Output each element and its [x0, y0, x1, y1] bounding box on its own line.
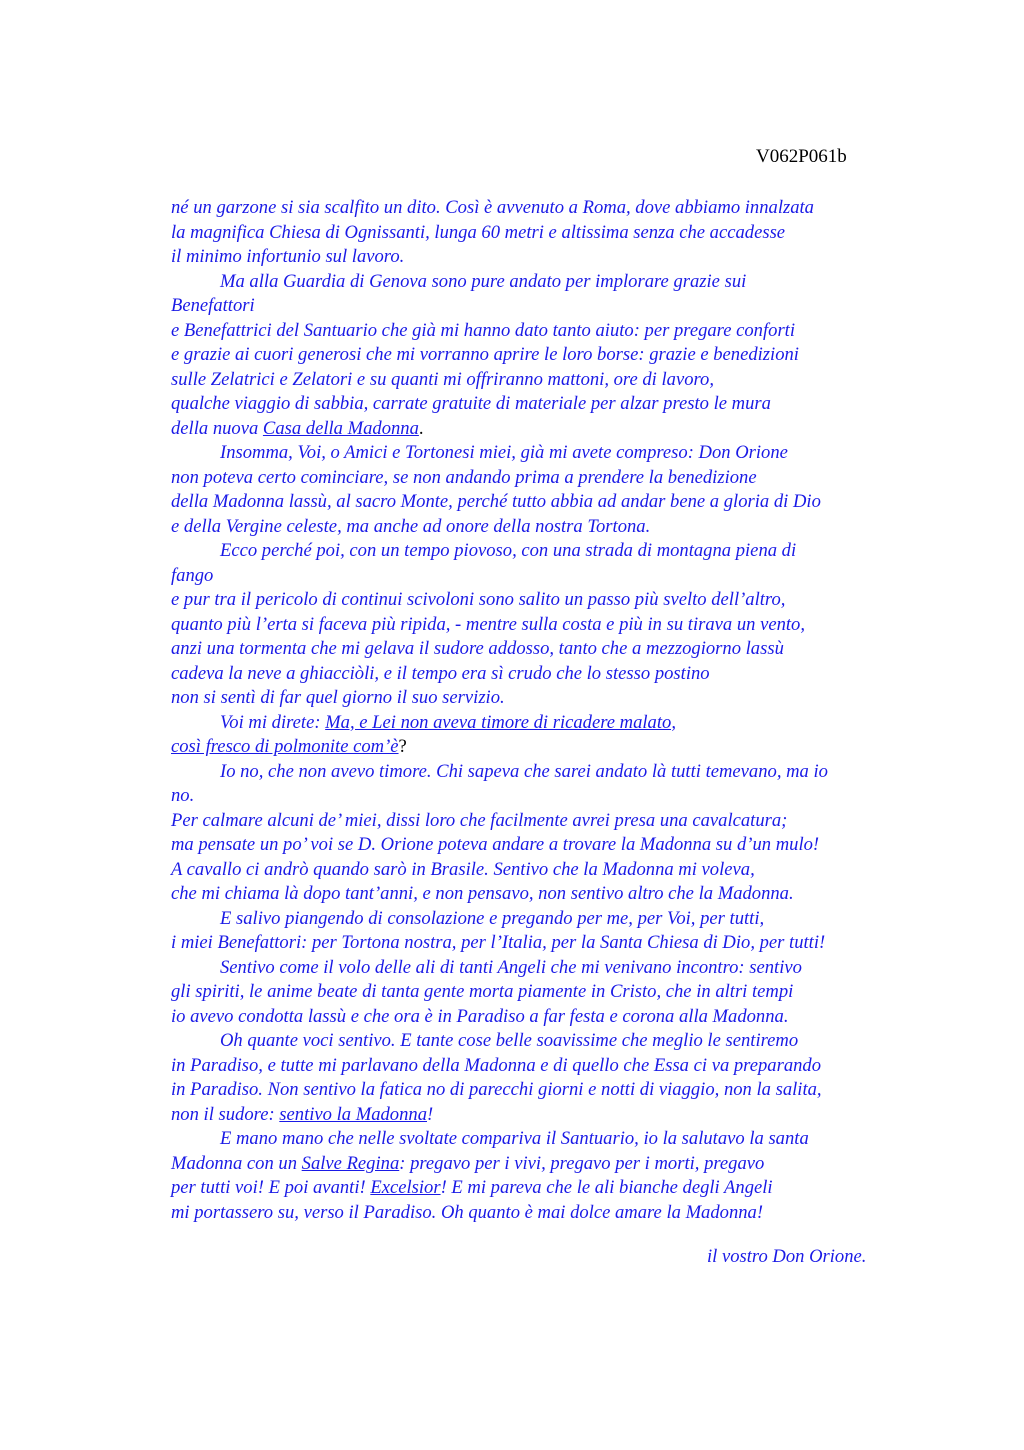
text-line: cadeva la neve a ghiacciòli, e il tempo era sì crudo che lo stesso postino: [171, 662, 710, 684]
text-line: non poteva certo cominciare, se non andando prima a prendere la benedizione: [171, 466, 757, 488]
text-line: io avevo condotta lassù e che ora è in Paradiso a far festa e corona alla Madonna.: [171, 1005, 789, 1027]
text-segment: .: [418, 417, 424, 439]
text-line: Ecco perché poi, con un tempo piovoso, con una strada di montagna piena di: [220, 540, 797, 561]
text-line: Ma alla Guardia di Genova sono pure andato per implorare grazie sui: [220, 270, 747, 292]
text-segment: ! E mi pareva che le ali bianche degli Angeli: [440, 1177, 773, 1198]
text-line: quanto più l’erta si faceva più ripida, - mentre sulla costa e più in su tirava un vento,: [171, 613, 806, 635]
letter-body: [171, 196, 911, 1225]
text-line: il minimo infortunio sul lavoro.: [171, 246, 405, 267]
text-segment: della nuova: [171, 417, 263, 439]
text-line: e della Vergine celeste, ma anche ad onore della nostra Tortona.: [171, 515, 651, 537]
text-line: fango: [171, 564, 214, 586]
text-line: [171, 1176, 911, 1201]
text-line: no.: [171, 785, 195, 806]
text-line: della Madonna lassù, al sacro Monte, perché tutto abbia ad andar bene a gloria di Dio: [171, 491, 821, 512]
text-line: e pur tra il pericolo di continui scivoloni sono salito un passo più svelto dell’altro,: [171, 589, 786, 610]
text-line: [171, 711, 911, 736]
text-line: [171, 417, 911, 442]
text-line: che mi chiama là dopo tant’anni, e non pensavo, non sentivo altro che la Madonna.: [171, 883, 794, 904]
text-line: e Benefattrici del Santuario che già mi hanno dato tanto aiuto: per pregare conforti: [171, 319, 796, 341]
text-line: [171, 1152, 911, 1177]
text-segment: Madonna con un: [171, 1152, 302, 1174]
text-line: Benefattori: [171, 295, 255, 316]
text-line: qualche viaggio di sabbia, carrate gratuite di materiale per alzar presto le mura: [171, 393, 771, 414]
text-segment: ?: [398, 736, 407, 757]
underlined-phrase-salve-regina: Salve Regina: [301, 1152, 400, 1174]
text-line: Oh quante voci sentivo. E tante cose belle soavissime che meglio le sentiremo: [220, 1030, 799, 1051]
text-line: Per calmare alcuni de’ miei, dissi loro che facilmente avrei presa una cavalcatura;: [171, 809, 788, 831]
text-line: sulle Zelatrici e Zelatori e su quanti mi offriranno mattoni, ore di lavoro,: [171, 368, 714, 390]
text-segment: non il sudore:: [171, 1103, 280, 1125]
text-line: mi portassero su, verso il Paradiso. Oh quanto è mai dolce amare la Madonna!: [171, 1201, 764, 1223]
text-segment: Voi mi direte:: [220, 711, 326, 733]
text-line: ma pensate un po’ voi se D. Orione poteva andare a trovare la Madonna su d’un mulo!: [171, 834, 820, 855]
text-line: e grazie ai cuori generosi che mi vorranno aprire le loro borse: grazie e benedizioni: [171, 344, 799, 365]
underlined-question: Ma, e Lei non aveva timore di ricadere malato,: [325, 711, 676, 733]
text-line: non si sentì di far quel giorno il suo servizio.: [171, 687, 505, 708]
text-line: in Paradiso. Non sentivo la fatica no di parecchi giorni e notti di viaggio, non la salita,: [171, 1079, 822, 1100]
text-line: E salivo piangendo di consolazione e pregando per me, per Voi, per tutti,: [220, 907, 765, 929]
text-line: né un garzone si sia scalfito un dito. Così è avvenuto a Roma, dove abbiamo innalzata: [171, 197, 814, 218]
text-segment: : pregavo per i vivi, pregavo per i morti, pregavo: [399, 1152, 765, 1174]
text-line: Io no, che non avevo timore. Chi sapeva che sarei andato là tutti temevano, ma io: [220, 760, 828, 782]
underlined-phrase-excelsior: Excelsior: [370, 1177, 441, 1198]
underlined-phrase-sentivo-la-madonna: sentivo la Madonna: [279, 1103, 427, 1125]
underlined-question: così fresco di polmonite com’è: [171, 736, 399, 757]
text-line: [171, 735, 911, 760]
text-line: Sentivo come il volo delle ali di tanti Angeli che mi venivano incontro: sentivo: [220, 956, 802, 978]
text-line: gli spiriti, le anime beate di tanta gente morta piamente in Cristo, che in altri tempi: [171, 981, 794, 1002]
page-identifier: V062P061b: [756, 146, 847, 167]
text-line: i miei Benefattori: per Tortona nostra, per l’Italia, per la Santa Chiesa di Dio, per tutti!: [171, 932, 826, 953]
text-line: la magnifica Chiesa di Ognissanti, lunga 60 metri e altissima senza che accadesse: [171, 221, 786, 243]
text-segment: !: [427, 1103, 434, 1125]
text-line: [171, 1103, 911, 1128]
text-segment: per tutti voi! E poi avanti!: [171, 1177, 371, 1198]
text-line: Insomma, Voi, o Amici e Tortonesi miei, già mi avete compreso: Don Orione: [220, 442, 788, 463]
text-line: anzi una tormenta che mi gelava il sudore addosso, tanto che a mezzogiorno lassù: [171, 638, 784, 659]
signature: il vostro Don Orione.: [707, 1246, 867, 1267]
text-line: A cavallo ci andrò quando sarò in Brasile. Sentivo che la Madonna mi voleva,: [171, 858, 755, 880]
underlined-phrase-casa-della-madonna: Casa della Madonna: [262, 417, 419, 439]
text-line: E mano mano che nelle svoltate compariva il Santuario, io la salutavo la santa: [220, 1128, 809, 1149]
text-line: in Paradiso, e tutte mi parlavano della Madonna e di quello che Essa ci va preparando: [171, 1054, 822, 1076]
